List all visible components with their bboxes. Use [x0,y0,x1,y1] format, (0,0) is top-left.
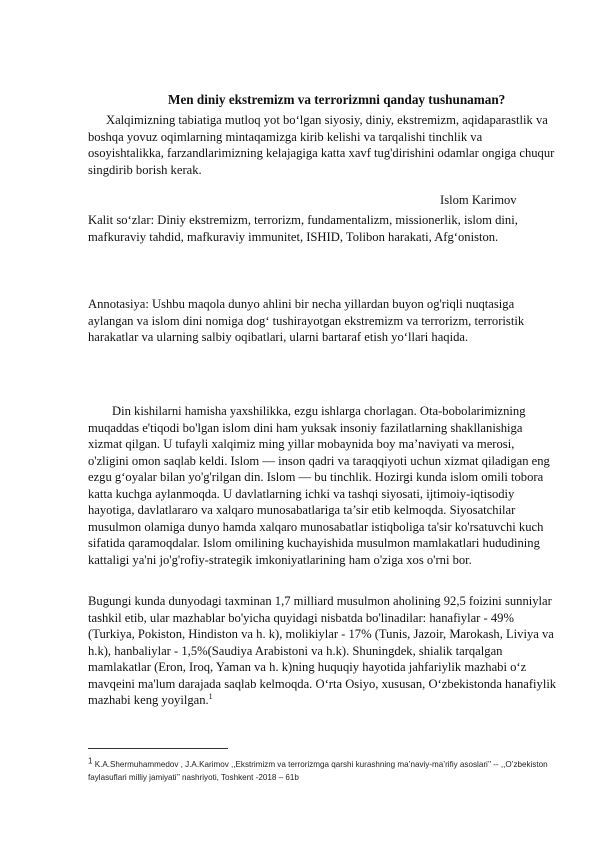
article-title: Men diniy ekstremizm va terrorizmni qanday tushunaman? [168,92,506,107]
footnote-marker: 1 [88,756,93,766]
body-paragraph-2-text: Bugungi kunda dunyodagi taxminan 1,7 milliard musulmon aholining 92,5 foizini sunniylar tashkil etib, ular mazhablar bo'yicha quyidagi nisbatda bo'linadilar: hanafiylar - 49%(Turkiya, Pokiston, Hindiston va h. k), molikiylar - 17% (Tunis, Jazoir, Marokash, Liviya va h.k), hanbaliylar - 1,5%(Saudiya Arabistoni va h.k). Shuningdek, shialik tarqalgan mamlakatlar (Eron, Iroq, Yaman va h. k)ning huquqiy hayotida jahfariylik mazhabi o‘z mavqeini ma'lum darajada saqlab kelmoqda. O‘rta Osiyo, xususan, O‘zbekistonda hanafiylik mazhabi keng yoyilgan. [88,594,557,707]
abstract: Annotasiya: Ushbu maqola dunyo ahlini bir necha yillardan buyon og'riqli nuqtasiga aylangan va islom dini nomiga dog‘ tushirayotgan ekstremizm va terrorizm, terroristik harakatlar va ularning salbiy oqibatlari, ularni bartaraf etish yo‘llari haqida. [88,297,525,344]
footnote [88,756,558,784]
footnote-text: K.A.Shermuhammedov , J.A.Karimov ,,Ekstrimizm va terrorizmga qarshi kurashning ma’naviy-ma’rifiy asoslari’’ -- ,,O’zbekiston faylasuflari milliy jamiyati’’ nashriyoti, Toshkent -2018 – 61b [88,760,548,782]
body-paragraph-2 [88,593,558,709]
footnote-reference[interactable]: 1 [208,691,213,701]
keywords: Kalit so‘zlar: Diniy ekstremizm, terrorizm, fundamentalizm, missionerlik, islom dini, mafkuraviy tahdid, mafkuraviy immunitet, ISHID, Tolibon harakati, Afg‘oniston. [88,213,518,244]
epigraph-author: Islom Karimov [440,193,517,207]
footnote-separator [88,748,228,749]
body-paragraph-1: Din kishilarni hamisha yaxshilikka, ezgu ishlarga chorlagan. Ota-bobolarimizning muqaddas e'tiqodi bo'lgan islom dini ham yuksak insoniy fazilatlarning shakllanishiga xizmat qilgan. U tufayli xalqimiz ming yillar mobaynida boy ma’naviyati va merosi, o'zligini omon saqlab keldi. Islom — inson qadri va taraqqiyoti uchun xizmat qiladigan eng ezgu g‘oyalar bilan yo'g'rilgan din. Islom — bu tinchlik. Hozirgi kunda islom omili tobora katta kuchga aylanmoqda. U davlatlarning ichki va tashqi siyosati, ijtimoiy-iqtisodiy hayotiga, davlatlararo va xalqaro munosabatlariga ta’sir etib kelmoqda. Siyosatchilar musulmon olamiga dunyo hamda xalqaro munosabatlar istiqboliga ta'sir ko'rsatuvchi kuch sifatida qaramoqdalar. Islom omilining kuchayishida musulmon mamlakatlari hududining kattaligi ya'ni jo'g'rofiy-strategik imkoniyatlarining ham o'ziga xos o'rni bor. [88,404,550,567]
epigraph-text: Xalqimizning tabiatiga mutloq yot bo‘lgan siyosiy, diniy, ekstremizm, aqidaparastlik va boshqa yovuz oqimlarning mintaqamizga kirib kelishi va tarqalishi tinchlik va osoyishtalikka, farzandlarimizning kelajagiga katta xavf tug'dirishini odamlar ongiga chuqur singdirib borish kerak. [88,113,555,177]
